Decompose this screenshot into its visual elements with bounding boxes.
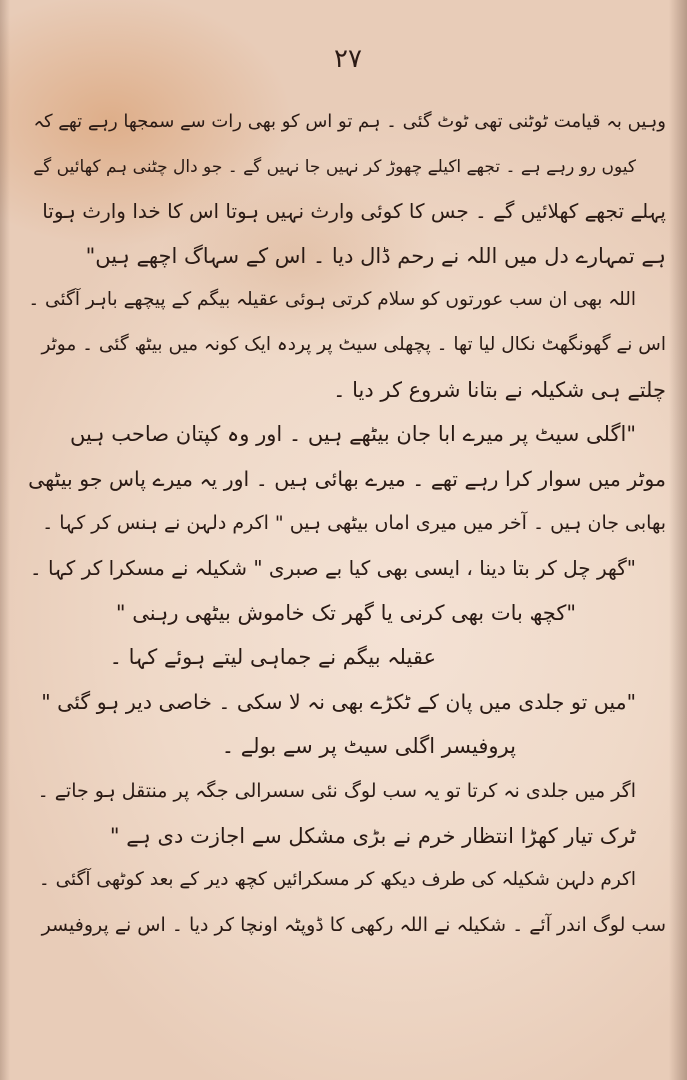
text-line: اس نے گھونگھٹ نکال لیا تھا ۔ پچھلی سیٹ پر پردہ ایک کونہ میں بیٹھ گئی ۔ موٹر — [41, 333, 666, 355]
text-line: سب لوگ اندر آئے ۔ شکیلہ نے اللہ رکھی کا ڈوپٹہ اونچا کر دیا ۔ اس نے پروفیسر — [41, 913, 666, 936]
text-line: ٹرک تیار کھڑا انتظار خرم نے بڑی مشکل سے اجازت دی ہے " — [109, 823, 636, 848]
text-line: "کچھ بات بھی کرنی یا گھر تک خاموش بیٹھی رہنی " — [115, 600, 576, 625]
text-line: چلتے ہی شکیلہ نے بتانا شروع کر دیا ۔ — [333, 377, 666, 402]
page-number: ۲۷ — [334, 44, 362, 74]
text-line: موٹر میں سوار کرا رہے تھے ۔ میرے بھائی ہیں ۔ اور یہ میرے پاس جو بیٹھی — [28, 466, 666, 491]
text-line: اکرم دلہن شکیلہ کی طرف دیکھ کر مسکرائیں کچھ دیر کے بعد کوٹھی آگئی ۔ — [38, 869, 636, 891]
text-line: "اگلی سیٹ پر میرے ابا جان بیٹھے ہیں ۔ اور وہ کپتان صاحب ہیں — [69, 422, 636, 447]
text-line: پہلے تجھے کھلائیں گے ۔ جس کا کوئی وارث نہیں ہوتا اس کا خدا وارث ہوتا — [42, 199, 666, 224]
text-line: بھابی جان ہیں ۔ آخر میں میری اماں بیٹھی ہیں " اکرم دلہن نے ہنس کر کہا ۔ — [42, 512, 666, 535]
text-line: عقیلہ بیگم نے جماہی لیتے ہوئے کہا ۔ — [109, 645, 436, 670]
page-edge-shadow-left — [0, 0, 10, 1080]
text-line: "گھر چل کر بتا دینا ، ایسی بھی کیا بے صبری " شکیلہ نے مسکرا کر کہا ۔ — [29, 555, 636, 580]
text-line: کیوں رو رہے ہے ۔ تجھے اکیلے چھوڑ کر نہیں جا نہیں گے ۔ جو دال چٹنی ہم کھائیں گے — [33, 156, 636, 177]
text-line: ہے تمہارے دل میں اللہ نے رحم ڈال دیا ۔ اس کے سہاگ اچھے ہیں" — [85, 243, 666, 268]
text-line: پروفیسر اگلی سیٹ پر سے بولے ۔ — [221, 734, 516, 759]
text-line: "میں تو جلدی میں پان کے ٹکڑے بھی نہ لا سکی ۔ خاصی دیر ہو گئی " — [41, 689, 636, 714]
text-line: وہیں بہ قیامت ٹوٹنی تھی ٹوٹ گئی ۔ ہم تو اس کو بھی رات سے سمجھا رہے تھے کہ — [33, 111, 666, 132]
text-line: اگر میں جلدی نہ کرتا تو یہ سب لوگ نئی سسرالی جگہ پر منتقل ہو جاتے ۔ — [37, 779, 636, 802]
text-line: اللہ بھی ان سب عورتوں کو سلام کرتی ہوئی عقیلہ بیگم کے پیچھے باہر آگئی ۔ — [28, 289, 636, 311]
page-edge-shadow-right — [669, 0, 687, 1080]
page-text — [28, 100, 666, 947]
